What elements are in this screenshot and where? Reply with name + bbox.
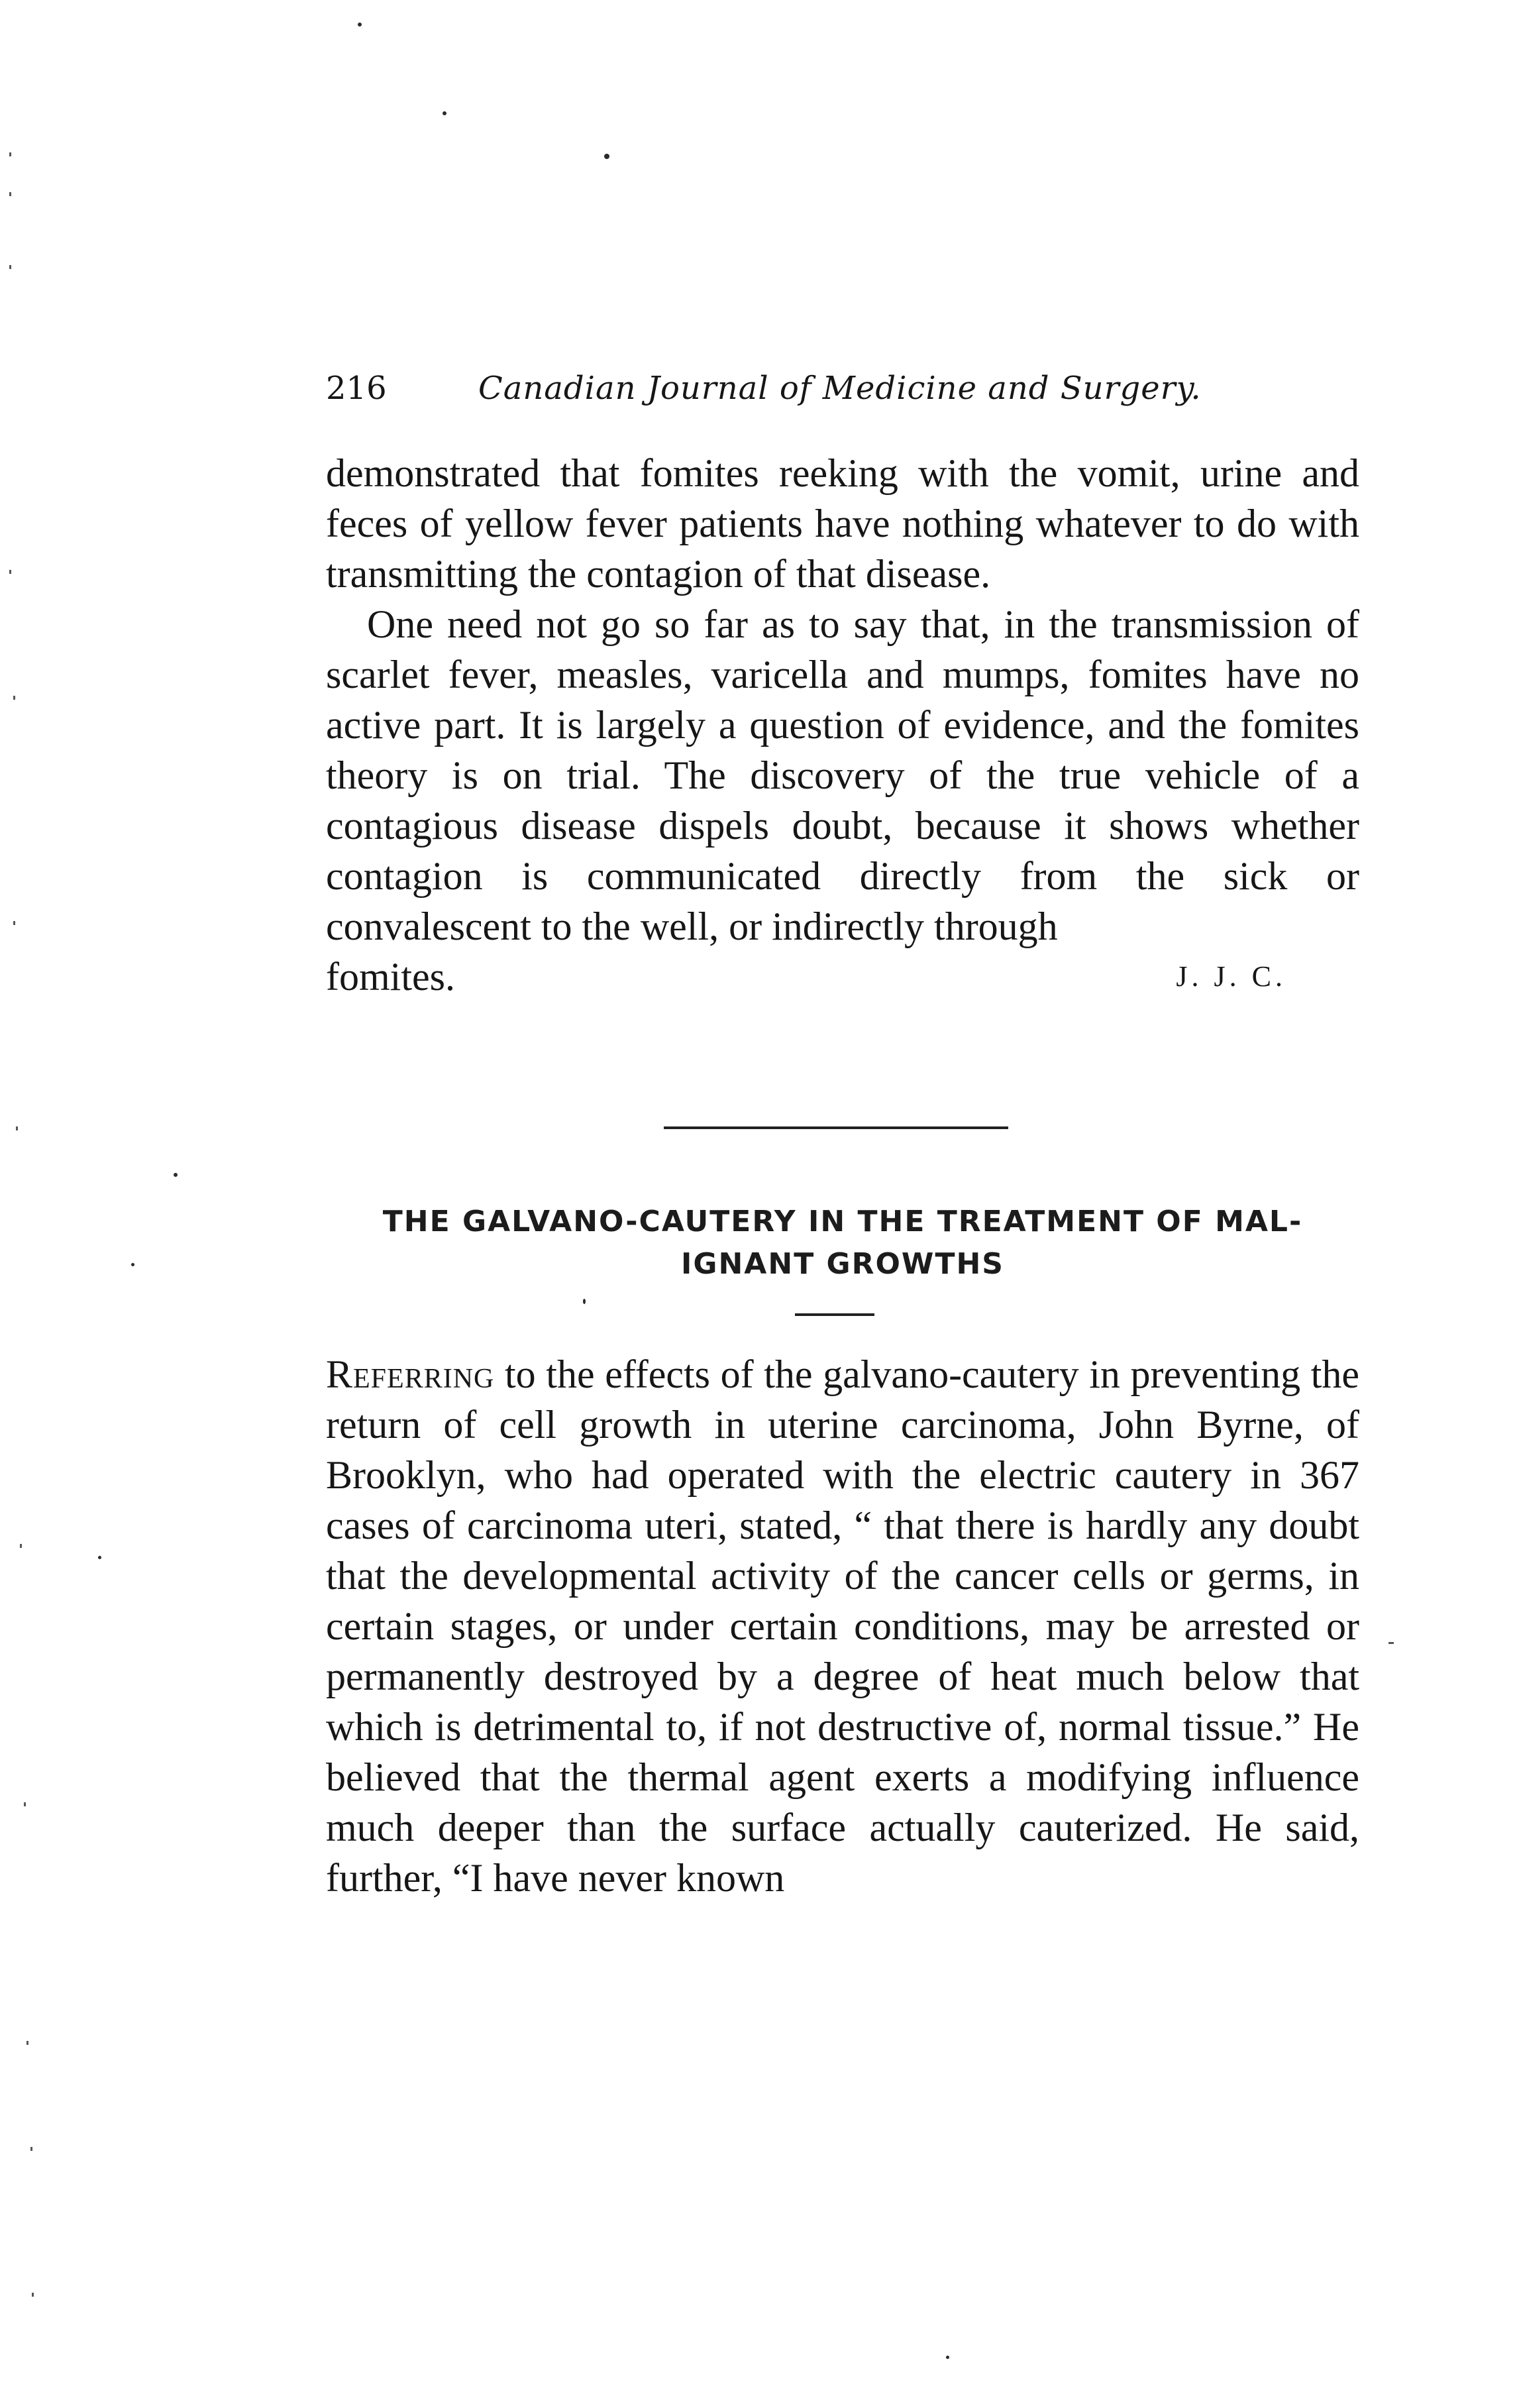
running-header — [326, 370, 1359, 416]
article-two-text — [326, 1349, 1359, 1903]
article-heading — [326, 1201, 1359, 1286]
paragraph-signoff — [326, 952, 1359, 1002]
scan-speck — [604, 154, 609, 159]
heading-line: IGNANT GROWTHS — [681, 1247, 1004, 1281]
scan-speck — [16, 1126, 18, 1130]
scan-speck — [26, 2041, 28, 2045]
page-number: 216 — [326, 370, 387, 407]
article-two-paragraph — [326, 1349, 1359, 1903]
scan-speck — [9, 152, 11, 156]
scan-speck — [583, 1299, 586, 1304]
author-initials: J. J. C. — [1176, 960, 1286, 993]
scan-speck — [1388, 1642, 1394, 1644]
scan-speck — [358, 23, 362, 27]
scan-speck — [98, 1556, 101, 1559]
scan-speck — [131, 1263, 134, 1266]
scan-speck — [13, 921, 15, 925]
scan-speck — [32, 2293, 34, 2297]
article-one-text — [326, 448, 1359, 1002]
scan-speck — [20, 1544, 22, 1548]
lead-word: Referring — [326, 1352, 495, 1396]
article-two-body: to the effects of the galvano-cautery in preventing the return of cell growth in uterine carcinoma, John Byrne, of Brooklyn, who had operated with the electric cautery in 367 cases of carcinoma uteri, stated, “ that there is hardly any doubt that the developmental activity of the cancer cells or germs, in certain stages, or under certain conditions, may be arrested or permanently destroyed by a degree of heat much below that which is detrimental to, if not destructive of, normal tissue.” He believed that the thermal agent exerts a modifying influence much deeper than the surface actually cauterized. He said, further, “I have never known — [326, 1352, 1359, 1900]
scan-speck — [9, 192, 11, 196]
section-divider-rule — [664, 1126, 1008, 1129]
scan-speck — [443, 111, 446, 115]
scan-speck — [946, 2356, 949, 2359]
scan-speck — [13, 696, 15, 700]
closing-word: fomites. — [326, 955, 455, 999]
scan-speck — [24, 1802, 26, 1806]
heading-rule — [795, 1313, 874, 1316]
scan-speck — [30, 2147, 32, 2151]
running-title: Canadian Journal of Medicine and Surgery. — [478, 370, 1202, 407]
continued-paragraph: demonstrated that fomites reeking with the vomit, urine and feces of yellow fever patients have nothing whatever to do with transmitting the contagion of that disease. — [326, 451, 1359, 596]
closing-paragraph: One need not go so far as to say that, in the transmission of scarlet fever, measles, varicella and mumps, fomites have no active part. It is largely a question of evidence, and the fomites theory is on trial. The discovery of the true vehicle of a contagious disease dispels doubt, because it shows whether contagion is communicated directly from the sick or convalescent to the well, or indirectly through — [326, 602, 1359, 948]
scan-speck — [9, 570, 11, 574]
scan-speck — [174, 1173, 178, 1177]
heading-line: THE GALVANO-CAUTERY IN THE TREATMENT OF MAL- — [382, 1205, 1303, 1238]
scan-speck — [9, 265, 11, 269]
